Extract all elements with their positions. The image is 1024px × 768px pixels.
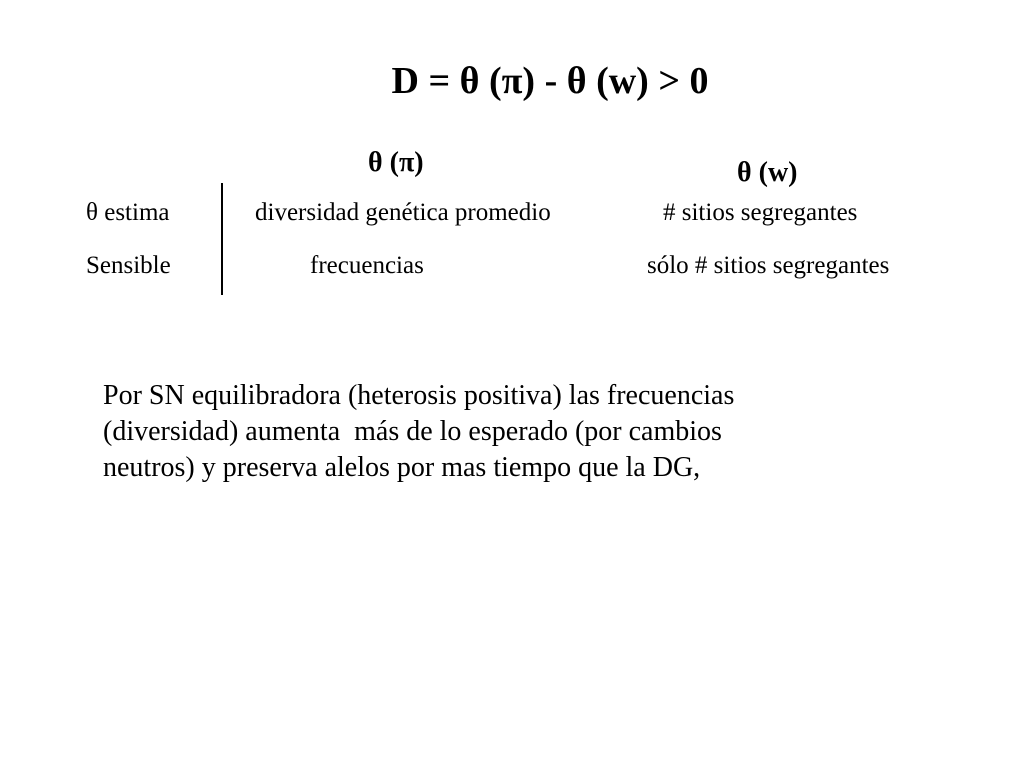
cell-estima-theta-w: # sitios segregantes [663, 199, 858, 226]
table-vertical-divider [221, 183, 223, 295]
row-label-estima: θ estima [86, 199, 170, 226]
column-header-theta-w: θ (w) [737, 157, 798, 188]
cell-sensible-theta-w: sólo # sitios segregantes [647, 252, 890, 279]
cell-estima-theta-pi: diversidad genética promedio [255, 199, 551, 226]
paragraph-line-1: Por SN equilibradora (heterosis positiva) las frecuencias [103, 380, 735, 411]
cell-sensible-theta-pi: frecuencias [310, 252, 424, 279]
paragraph-line-3: neutros) y preserva alelos por mas tiempo que la DG, [103, 452, 701, 483]
row-label-sensible: Sensible [86, 252, 171, 279]
tajima-d-formula: D = θ (π) - θ (w) > 0 [391, 60, 709, 102]
paragraph-line-2: (diversidad) aumenta más de lo esperado (por cambios [103, 416, 722, 447]
explanation-paragraph [103, 378, 903, 486]
column-header-theta-pi: θ (π) [368, 147, 424, 178]
